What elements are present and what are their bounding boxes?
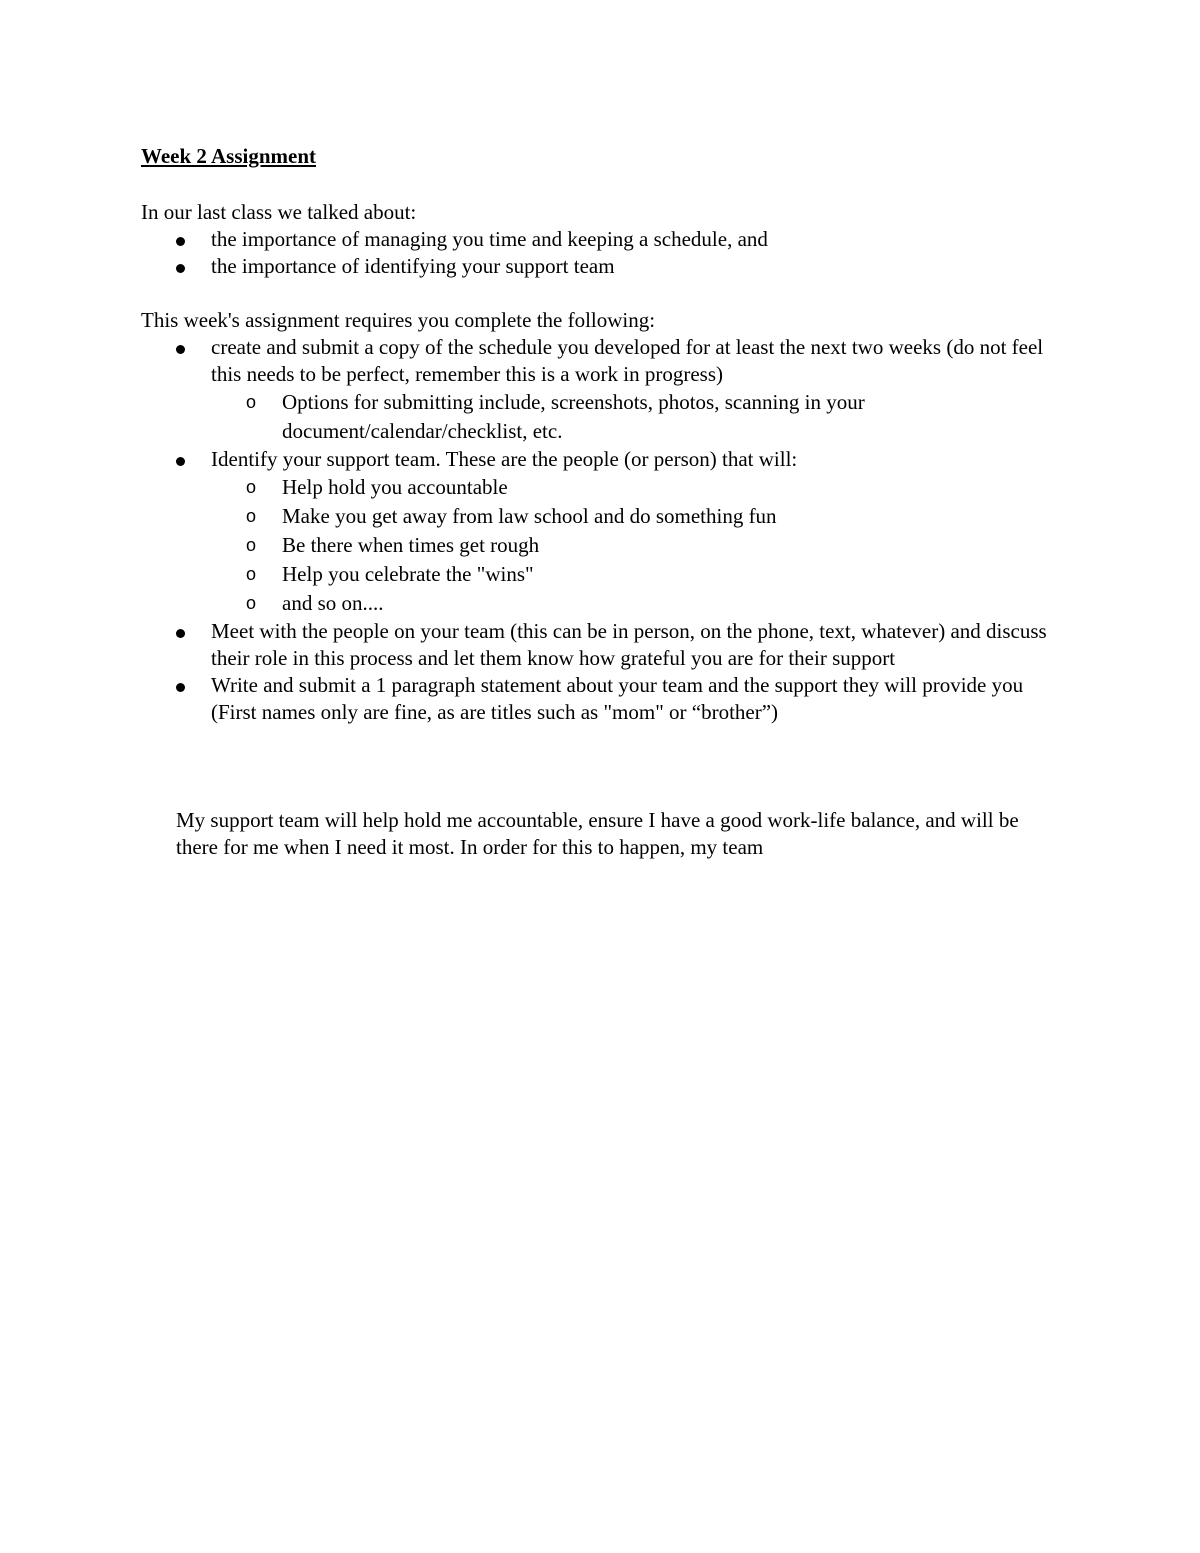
list-item: o Help you celebrate the "wins" — [282, 560, 1061, 589]
hollow-bullet-icon: o — [246, 564, 257, 584]
answer-paragraph: My support team will help hold me accountable, ensure I have a good work-life balance, and will be there for me when I need it most. In order for this to happen, my team — [176, 808, 1019, 859]
bullet-icon — [176, 683, 185, 692]
hollow-bullet-icon: o — [246, 593, 257, 613]
bullet-icon — [176, 457, 185, 466]
list-item: create and submit a copy of the schedule you developed for at least the next two weeks (do not feel this needs to be perfect, remember this is a work in progress) o Options for submitting include, screenshots, photos, scanning in your document/calendar/checklist, etc. — [211, 334, 1061, 446]
task-list — [141, 334, 1061, 726]
bullet-icon — [176, 345, 185, 354]
list-item: o Be there when times get rough — [282, 531, 1061, 560]
list-item: o Help hold you accountable — [282, 473, 1061, 502]
list-item: o Options for submitting include, screenshots, photos, scanning in your document/calendar/checklist, etc. — [246, 390, 865, 443]
task-intro-text: This week's assignment requires you complete the following: — [141, 308, 656, 332]
sub-list — [211, 473, 1061, 618]
list-item: Meet with the people on your team (this can be in person, on the phone, text, whatever) and discuss their role in this process and let them know how grateful you are for their support — [211, 618, 1061, 672]
bullet-icon — [176, 264, 185, 273]
hollow-bullet-icon: o — [246, 535, 257, 555]
list-item: the importance of managing you time and keeping a schedule, and — [211, 226, 1061, 253]
hollow-bullet-icon: o — [246, 506, 257, 526]
list-item: o and so on.... — [282, 589, 1061, 618]
spacer — [141, 280, 1061, 307]
document-body — [141, 140, 1061, 861]
hollow-bullet-icon: o — [246, 477, 257, 497]
sub-list — [211, 388, 1061, 446]
spacer — [141, 726, 1061, 807]
list-item: Write and submit a 1 paragraph statement about your team and the support they will provide you (First names only are fine, as are titles such as "mom" or “brother”) — [211, 672, 1061, 726]
bullet-icon — [176, 237, 185, 246]
bullet-icon — [176, 629, 185, 638]
list-item: the importance of identifying your support team — [211, 253, 1061, 280]
list-item: o Make you get away from law school and do something fun — [282, 502, 1061, 531]
hollow-bullet-icon: o — [246, 392, 257, 412]
intro-list — [141, 226, 1061, 280]
list-item: Identify your support team. These are the people (or person) that will: o Help hold you accountable o Make you get away from law school and do something fun o Be there when times get rough o Help you celebrate the "wins" o and so on.... — [211, 446, 1061, 618]
intro-text: In our last class we talked about: — [141, 200, 417, 224]
document-title: Week 2 Assignment — [141, 144, 317, 168]
